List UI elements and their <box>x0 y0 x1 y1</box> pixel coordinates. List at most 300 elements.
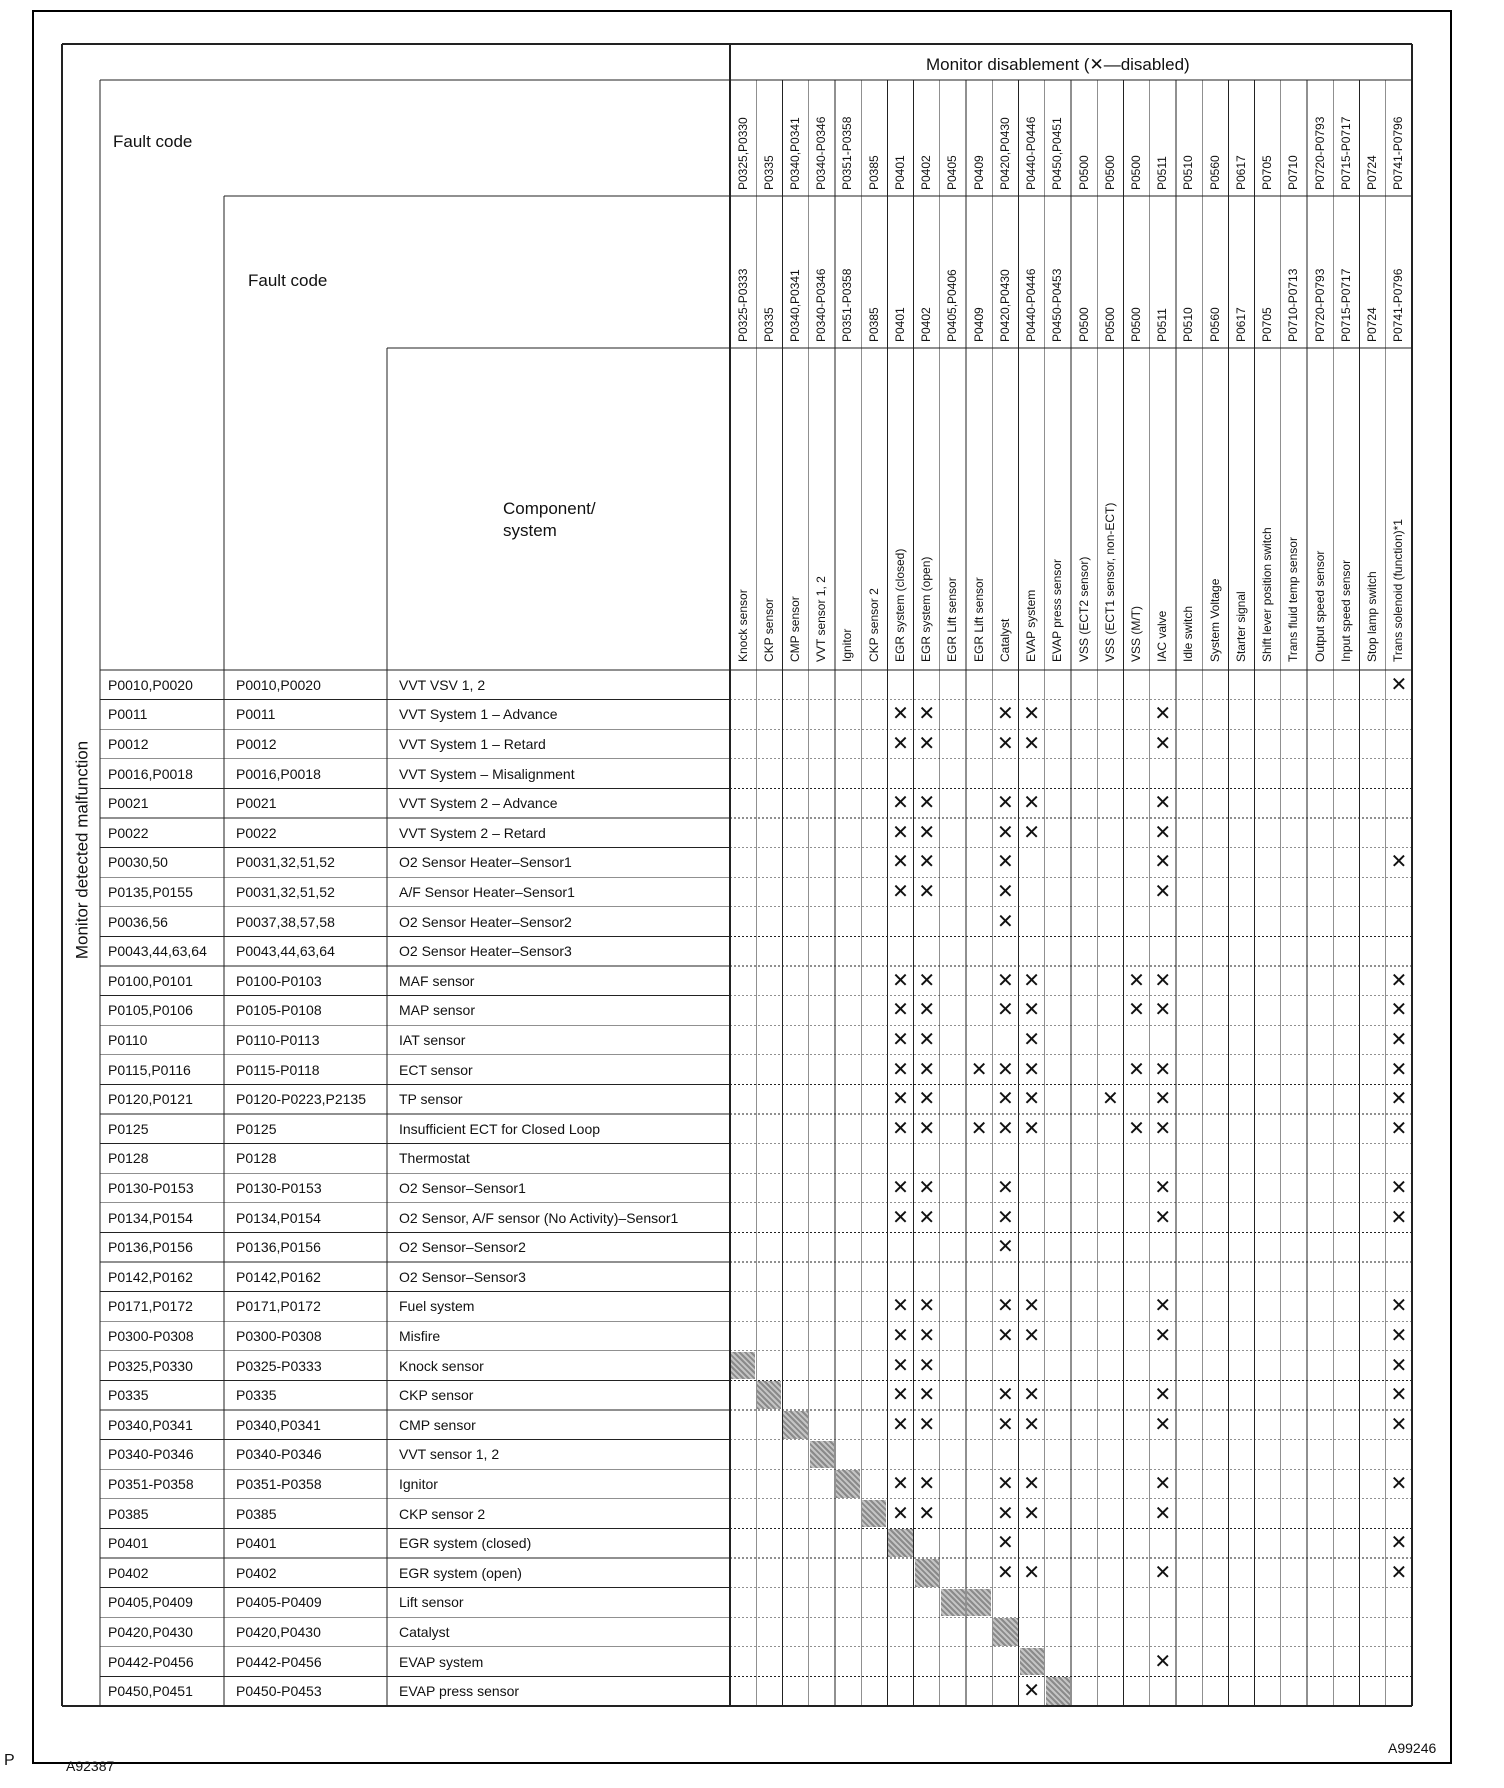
monitor-disablement-title: Monitor disablement (✕—disabled) <box>926 55 1190 74</box>
shaded-cell <box>731 1352 755 1380</box>
column-code: P0340-P0346 <box>814 116 829 190</box>
disabled-mark: ✕ <box>1023 1384 1041 1407</box>
column-code: P0409 <box>971 155 986 190</box>
disabled-mark: ✕ <box>1023 1473 1041 1495</box>
column-inner-code: P0340,P0341 <box>787 269 802 342</box>
row-inner-code: P0125 <box>236 1120 277 1137</box>
disabled-mark: ✕ <box>892 1058 909 1081</box>
column-inner-code: P0340-P0346 <box>814 268 829 342</box>
disabled-mark: ✕ <box>892 821 909 844</box>
disabled-mark: ✕ <box>918 821 936 844</box>
row-component: CMP sensor <box>399 1416 476 1433</box>
footer-right-id: A99246 <box>1388 1740 1437 1756</box>
row-component: VVT sensor 1, 2 <box>399 1446 500 1463</box>
row-component: Insufficient ECT for Closed Loop <box>399 1120 601 1137</box>
disabled-mark: ✕ <box>918 703 936 726</box>
row-inner-code: P0021 <box>236 795 277 812</box>
disabled-mark: ✕ <box>997 1206 1014 1229</box>
disabled-mark: ✕ <box>918 999 936 1022</box>
row-component: CKP sensor <box>399 1387 474 1404</box>
column-code: P0715-P0717 <box>1338 116 1353 190</box>
row-inner-code: P0405-P0409 <box>236 1594 322 1611</box>
disabled-mark: ✕ <box>918 1502 936 1525</box>
disabled-mark: ✕ <box>1390 1295 1408 1318</box>
disabled-mark: ✕ <box>892 1384 909 1407</box>
row-fault-code: P0021 <box>108 795 149 812</box>
row-component: O2 Sensor–Sensor2 <box>399 1239 526 1256</box>
disabled-mark: ✕ <box>1154 1206 1172 1229</box>
row-component: Knock sensor <box>399 1357 484 1374</box>
column-component: Catalyst <box>997 618 1012 662</box>
disabled-mark: ✕ <box>1154 881 1172 903</box>
column-inner-code: P0450-P0453 <box>1050 268 1065 342</box>
row-component: TP sensor <box>399 1091 463 1108</box>
disabled-mark: ✕ <box>1154 1473 1172 1495</box>
row-inner-code: P0128 <box>236 1150 277 1167</box>
column-inner-code: P0440-P0446 <box>1024 268 1039 342</box>
disabled-mark: ✕ <box>918 1325 936 1347</box>
disabled-mark: ✕ <box>1023 792 1041 815</box>
column-code: P0385 <box>866 155 881 190</box>
column-inner-code: P0385 <box>866 307 881 342</box>
column-inner-code: P0351-P0358 <box>840 268 855 342</box>
column-inner-code: P0510 <box>1181 307 1196 342</box>
disabled-mark: ✕ <box>1154 792 1172 815</box>
side-label: Monitor detected malfunction <box>72 740 92 960</box>
disabled-mark: ✕ <box>1023 733 1041 755</box>
row-component: MAF sensor <box>399 972 475 989</box>
row-component: EGR system (closed) <box>399 1535 532 1552</box>
row-fault-code: P0105,P0106 <box>108 1002 193 1019</box>
disabled-mark: ✕ <box>1390 1088 1408 1111</box>
row-fault-code: P0115,P0116 <box>108 1061 191 1078</box>
shaded-cell <box>1046 1677 1070 1705</box>
disabled-mark: ✕ <box>918 733 936 755</box>
row-component: O2 Sensor Heater–Sensor2 <box>399 913 572 930</box>
column-component: EVAP press sensor <box>1050 559 1065 662</box>
row-fault-code: P0128 <box>108 1150 149 1167</box>
disabled-mark: ✕ <box>892 1177 909 1199</box>
disabled-mark: ✕ <box>892 1088 909 1111</box>
row-inner-code: P0325-P0333 <box>236 1357 322 1374</box>
disabled-mark: ✕ <box>1023 1029 1041 1051</box>
column-inner-code: P0560 <box>1207 307 1222 342</box>
row-inner-code: P0335 <box>236 1387 277 1404</box>
row-component: VVT System 2 – Advance <box>399 795 558 812</box>
row-fault-code: P0110 <box>108 1032 148 1048</box>
column-component: IAC valve <box>1155 610 1170 662</box>
disabled-mark: ✕ <box>892 881 909 903</box>
disabled-mark: ✕ <box>1023 1502 1041 1525</box>
disabled-mark: ✕ <box>1128 1117 1145 1140</box>
shaded-cell <box>941 1589 965 1617</box>
row-inner-code: P0120-P0223,P2135 <box>236 1091 366 1108</box>
disabled-mark: ✕ <box>997 1561 1014 1584</box>
disabled-mark: ✕ <box>1154 1561 1172 1584</box>
row-inner-code: P0011 <box>236 706 276 723</box>
disabled-mark: ✕ <box>997 1177 1014 1199</box>
row-inner-code: P0385 <box>236 1505 277 1522</box>
disabled-mark: ✕ <box>1154 851 1172 874</box>
fault-code-inner-label: Fault code <box>248 271 328 290</box>
disabled-mark: ✕ <box>997 1058 1014 1081</box>
disabled-mark: ✕ <box>1390 673 1408 696</box>
column-component: VSS (ECT2 sensor) <box>1076 556 1091 662</box>
column-component: CMP sensor <box>787 596 802 662</box>
column-inner-code: P0715-P0717 <box>1338 268 1353 342</box>
disabled-mark: ✕ <box>997 910 1014 933</box>
column-inner-code: P0705 <box>1260 307 1275 342</box>
column-component: VSS (ECT1 sensor, non-ECT) <box>1102 502 1117 662</box>
row-component: Catalyst <box>399 1624 450 1640</box>
column-code: P0440-P0446 <box>1024 116 1039 190</box>
disabled-mark: ✕ <box>892 1413 909 1436</box>
disabled-mark: ✕ <box>1023 821 1041 844</box>
row-fault-code: P0134,P0154 <box>108 1209 193 1226</box>
row-component: ECT sensor <box>399 1061 473 1078</box>
disabled-mark: ✕ <box>892 1325 909 1347</box>
disabled-mark: ✕ <box>892 1295 909 1318</box>
column-code: P0401 <box>892 155 907 190</box>
disabled-mark: ✕ <box>918 881 936 903</box>
row-inner-code: P0142,P0162 <box>236 1268 321 1285</box>
row-inner-code: P0300-P0308 <box>236 1328 322 1344</box>
disabled-mark: ✕ <box>892 1473 909 1495</box>
disabled-mark: ✕ <box>1023 1295 1041 1318</box>
disabled-mark: ✕ <box>1154 703 1172 726</box>
disabled-mark: ✕ <box>997 881 1014 903</box>
column-inner-code: P0401 <box>892 307 907 342</box>
shaded-cell <box>783 1411 807 1439</box>
column-code: P0710 <box>1286 155 1301 190</box>
disabled-mark: ✕ <box>997 1325 1014 1347</box>
row-inner-code: P0340,P0341 <box>236 1416 321 1433</box>
disabled-mark: ✕ <box>892 733 909 755</box>
column-inner-code: P0720-P0793 <box>1312 268 1327 342</box>
column-code: P0724 <box>1365 155 1380 190</box>
row-component: VVT System – Misalignment <box>399 765 575 782</box>
disabled-mark: ✕ <box>1154 1177 1172 1199</box>
row-fault-code: P0385 <box>108 1505 149 1522</box>
row-inner-code: P0136,P0156 <box>236 1239 321 1256</box>
row-fault-code: P0142,P0162 <box>108 1268 193 1285</box>
disabled-mark: ✕ <box>1154 1058 1172 1081</box>
row-fault-code: P0043,44,63,64 <box>108 943 207 960</box>
row-component: O2 Sensor, A/F sensor (No Activity)–Sensor1 <box>399 1209 679 1226</box>
row-inner-code: P0340-P0346 <box>236 1446 322 1463</box>
disabled-mark: ✕ <box>1390 1354 1408 1377</box>
disabled-mark: ✕ <box>892 1029 909 1051</box>
column-inner-code: P0511 <box>1155 308 1170 342</box>
column-code: P0402 <box>919 155 934 190</box>
row-fault-code: P0450,P0451 <box>108 1683 193 1700</box>
disabled-mark: ✕ <box>1154 1325 1172 1347</box>
row-fault-code: P0011 <box>108 706 148 723</box>
disabled-mark: ✕ <box>1154 1650 1172 1673</box>
row-component: O2 Sensor–Sensor3 <box>399 1268 526 1285</box>
row-fault-code: P0325,P0330 <box>108 1357 193 1374</box>
shaded-cell <box>967 1589 991 1617</box>
column-code: P0617 <box>1233 155 1248 190</box>
column-component: EVAP system <box>1024 589 1039 662</box>
disabled-mark: ✕ <box>970 1058 988 1081</box>
row-fault-code: P0120,P0121 <box>108 1091 193 1108</box>
row-component: VVT System 1 – Advance <box>399 706 558 723</box>
disabled-mark: ✕ <box>918 1088 936 1111</box>
column-inner-code: P0500 <box>1076 307 1091 342</box>
column-component: Input speed sensor <box>1338 559 1353 662</box>
disabled-mark: ✕ <box>918 851 936 874</box>
disabled-mark: ✕ <box>918 1413 936 1436</box>
disabled-mark: ✕ <box>918 1177 936 1199</box>
column-component: Ignitor <box>840 628 855 662</box>
row-component: Lift sensor <box>399 1594 464 1611</box>
disabled-mark: ✕ <box>1154 733 1172 755</box>
row-inner-code: P0012 <box>236 736 277 752</box>
disabled-mark: ✕ <box>1390 1532 1408 1555</box>
column-code: P0325,P0330 <box>735 117 750 190</box>
disabled-mark: ✕ <box>997 1473 1014 1495</box>
row-component: EGR system (open) <box>399 1564 522 1581</box>
disabled-mark: ✕ <box>892 792 909 815</box>
column-inner-code: P0402 <box>919 307 934 342</box>
row-fault-code: P0340,P0341 <box>108 1416 193 1433</box>
column-code: P0450,P0451 <box>1050 117 1065 190</box>
disabled-mark: ✕ <box>997 969 1014 992</box>
component-system-label: Component/ system <box>503 499 596 541</box>
disabled-mark: ✕ <box>970 1117 988 1140</box>
row-fault-code: P0022 <box>108 824 149 841</box>
row-inner-code: P0115-P0118 <box>236 1061 320 1078</box>
disabled-mark: ✕ <box>892 851 909 874</box>
disabled-mark: ✕ <box>1128 1058 1145 1081</box>
row-fault-code: P0420,P0430 <box>108 1624 193 1640</box>
disabled-mark: ✕ <box>1390 1029 1408 1051</box>
row-inner-code: P0016,P0018 <box>236 765 321 782</box>
column-component: Starter signal <box>1233 591 1248 662</box>
disabled-mark: ✕ <box>1023 1117 1041 1140</box>
column-code: P0500 <box>1128 155 1143 190</box>
shaded-cell <box>993 1618 1017 1646</box>
disabled-mark: ✕ <box>1154 1088 1172 1111</box>
disabled-mark: ✕ <box>1154 1384 1172 1407</box>
disabled-mark: ✕ <box>892 1206 909 1229</box>
disabled-mark: ✕ <box>1023 1680 1041 1703</box>
column-inner-code: P0405,P0406 <box>945 269 960 342</box>
disabled-mark: ✕ <box>1390 1206 1408 1229</box>
shaded-cell <box>1020 1648 1044 1676</box>
disabled-mark: ✕ <box>918 1354 936 1377</box>
row-component: Ignitor <box>399 1476 438 1492</box>
disabled-mark: ✕ <box>1390 1561 1408 1584</box>
row-component: Fuel system <box>399 1298 475 1315</box>
shaded-cell <box>757 1381 781 1409</box>
disabled-mark: ✕ <box>1390 1058 1408 1081</box>
disabled-mark: ✕ <box>1390 969 1408 992</box>
row-inner-code: P0010,P0020 <box>236 676 321 693</box>
row-component: O2 Sensor–Sensor1 <box>399 1180 526 1196</box>
row-component: A/F Sensor Heater–Sensor1 <box>399 884 575 900</box>
row-fault-code: P0012 <box>108 736 149 752</box>
disabled-mark: ✕ <box>997 703 1014 726</box>
disabled-mark: ✕ <box>1390 851 1408 874</box>
disabled-mark: ✕ <box>918 969 936 992</box>
column-code: P0351-P0358 <box>840 116 855 190</box>
disabled-mark: ✕ <box>918 1117 936 1140</box>
column-code: P0510 <box>1181 155 1196 190</box>
disabled-mark: ✕ <box>997 1532 1014 1555</box>
column-inner-code: P0724 <box>1365 307 1380 342</box>
disabled-mark: ✕ <box>1390 1325 1408 1347</box>
row-component: CKP sensor 2 <box>399 1505 486 1522</box>
row-inner-code: P0134,P0154 <box>236 1209 321 1226</box>
row-inner-code: P0442-P0456 <box>236 1653 322 1670</box>
column-component: System Voltage <box>1207 578 1222 662</box>
row-fault-code: P0340-P0346 <box>108 1446 194 1463</box>
disabled-mark: ✕ <box>918 1058 936 1081</box>
column-code: P0420,P0430 <box>997 117 1012 190</box>
footer-left-id: A92387 <box>66 1758 115 1774</box>
footer-letter: P <box>4 1752 15 1769</box>
disabled-mark: ✕ <box>1023 703 1041 726</box>
disabled-mark: ✕ <box>997 733 1014 755</box>
disabled-mark: ✕ <box>892 1117 909 1140</box>
row-inner-code: P0130-P0153 <box>236 1180 322 1196</box>
fault-code-outer-label: Fault code <box>113 132 193 151</box>
row-inner-code: P0043,44,63,64 <box>236 943 335 960</box>
disabled-mark: ✕ <box>997 1295 1014 1318</box>
disabled-mark: ✕ <box>1023 1413 1041 1436</box>
disabled-mark: ✕ <box>997 792 1014 815</box>
column-code: P0511 <box>1155 156 1170 190</box>
disabled-mark: ✕ <box>892 1354 909 1377</box>
column-inner-code: P0741-P0796 <box>1391 268 1406 342</box>
disabled-mark: ✕ <box>1023 1058 1041 1081</box>
row-inner-code: P0100-P0103 <box>236 972 322 989</box>
row-fault-code: P0405,P0409 <box>108 1594 193 1611</box>
row-fault-code: P0130-P0153 <box>108 1180 194 1196</box>
row-fault-code: P0016,P0018 <box>108 765 193 782</box>
disabled-mark: ✕ <box>918 1295 936 1318</box>
row-inner-code: P0420,P0430 <box>236 1624 321 1640</box>
disabled-mark: ✕ <box>1128 999 1145 1022</box>
row-fault-code: P0030,50 <box>108 854 168 871</box>
disabled-mark: ✕ <box>1390 1117 1408 1140</box>
disabled-mark: ✕ <box>1154 969 1172 992</box>
disabled-mark: ✕ <box>1154 1295 1172 1318</box>
row-component: O2 Sensor Heater–Sensor1 <box>399 854 572 871</box>
row-fault-code: P0171,P0172 <box>108 1298 193 1315</box>
column-code: P0705 <box>1260 155 1275 190</box>
disabled-mark: ✕ <box>1154 1117 1172 1140</box>
row-component: VVT VSV 1, 2 <box>399 676 486 693</box>
row-inner-code: P0037,38,57,58 <box>236 913 335 930</box>
disabled-mark: ✕ <box>997 999 1014 1022</box>
disabled-mark: ✕ <box>997 821 1014 844</box>
disabled-mark: ✕ <box>1154 1502 1172 1525</box>
disabled-mark: ✕ <box>997 1502 1014 1525</box>
shaded-cell <box>836 1470 860 1498</box>
column-code: P0335 <box>761 155 776 190</box>
disabled-mark: ✕ <box>1154 821 1172 844</box>
disabled-mark: ✕ <box>1390 1413 1408 1436</box>
column-component: Shift lever position switch <box>1260 527 1275 662</box>
row-inner-code: P0450-P0453 <box>236 1683 322 1700</box>
disabled-mark: ✕ <box>892 969 909 992</box>
row-inner-code: P0105-P0108 <box>236 1002 322 1019</box>
column-component: EGR Lift sensor <box>971 577 986 662</box>
disabled-mark: ✕ <box>1023 969 1041 992</box>
column-component: VSS (M/T) <box>1128 606 1143 662</box>
shaded-cell <box>888 1529 912 1557</box>
disabled-mark: ✕ <box>1101 1088 1119 1111</box>
disabled-mark: ✕ <box>1023 1561 1041 1584</box>
column-inner-code: P0500 <box>1102 307 1117 342</box>
column-code: P0340,P0341 <box>787 117 802 190</box>
disabled-mark: ✕ <box>997 1236 1014 1259</box>
column-inner-code: P0325-P0333 <box>735 268 750 342</box>
row-inner-code: P0031,32,51,52 <box>236 854 335 871</box>
column-code: P0720-P0793 <box>1312 116 1327 190</box>
column-component: CKP sensor <box>761 598 776 662</box>
disabled-mark: ✕ <box>1023 1088 1041 1111</box>
disabled-mark: ✕ <box>892 703 909 726</box>
column-inner-code: P0500 <box>1128 307 1143 342</box>
disabled-mark: ✕ <box>918 1384 936 1407</box>
column-inner-code: P0617 <box>1233 307 1248 342</box>
row-inner-code: P0031,32,51,52 <box>236 884 335 900</box>
row-inner-code: P0351-P0358 <box>236 1476 322 1492</box>
row-inner-code: P0171,P0172 <box>236 1298 321 1315</box>
disabled-mark: ✕ <box>1023 999 1041 1022</box>
column-code: P0500 <box>1076 155 1091 190</box>
column-component: Trans solenoid (function)*1 <box>1391 519 1406 662</box>
column-inner-code: P0420,P0430 <box>997 269 1012 342</box>
disabled-mark: ✕ <box>918 792 936 815</box>
row-inner-code: P0110-P0113 <box>236 1032 320 1048</box>
shaded-cell <box>810 1441 834 1469</box>
column-code: P0500 <box>1102 155 1117 190</box>
row-fault-code: P0402 <box>108 1564 149 1581</box>
column-component: Output speed sensor <box>1312 550 1327 662</box>
row-fault-code: P0300-P0308 <box>108 1328 194 1344</box>
row-component: VVT System 2 – Retard <box>399 824 546 841</box>
disabled-mark: ✕ <box>1154 1413 1172 1436</box>
disabled-mark: ✕ <box>918 1029 936 1051</box>
column-code: P0741-P0796 <box>1391 116 1406 190</box>
row-fault-code: P0100,P0101 <box>108 972 193 989</box>
disabled-mark: ✕ <box>1390 1177 1408 1199</box>
column-component: EGR system (closed) <box>892 548 907 662</box>
row-fault-code: P0136,P0156 <box>108 1239 193 1256</box>
disabled-mark: ✕ <box>1390 1473 1408 1495</box>
column-code: P0560 <box>1207 155 1222 190</box>
disabled-mark: ✕ <box>1154 999 1172 1022</box>
disabled-mark: ✕ <box>918 1473 936 1495</box>
column-inner-code: P0409 <box>971 307 986 342</box>
disabled-mark: ✕ <box>1128 969 1145 992</box>
row-inner-code: P0401 <box>236 1535 277 1552</box>
column-component: Stop lamp switch <box>1365 571 1380 662</box>
column-component: Idle switch <box>1181 605 1196 662</box>
disabled-mark: ✕ <box>918 1206 936 1229</box>
row-component: O2 Sensor Heater–Sensor3 <box>399 943 572 960</box>
disabled-mark: ✕ <box>1023 1325 1041 1347</box>
column-code: P0405 <box>945 155 960 190</box>
row-fault-code: P0036,56 <box>108 913 168 930</box>
column-component: Knock sensor <box>735 589 750 662</box>
disabled-mark: ✕ <box>997 851 1014 874</box>
